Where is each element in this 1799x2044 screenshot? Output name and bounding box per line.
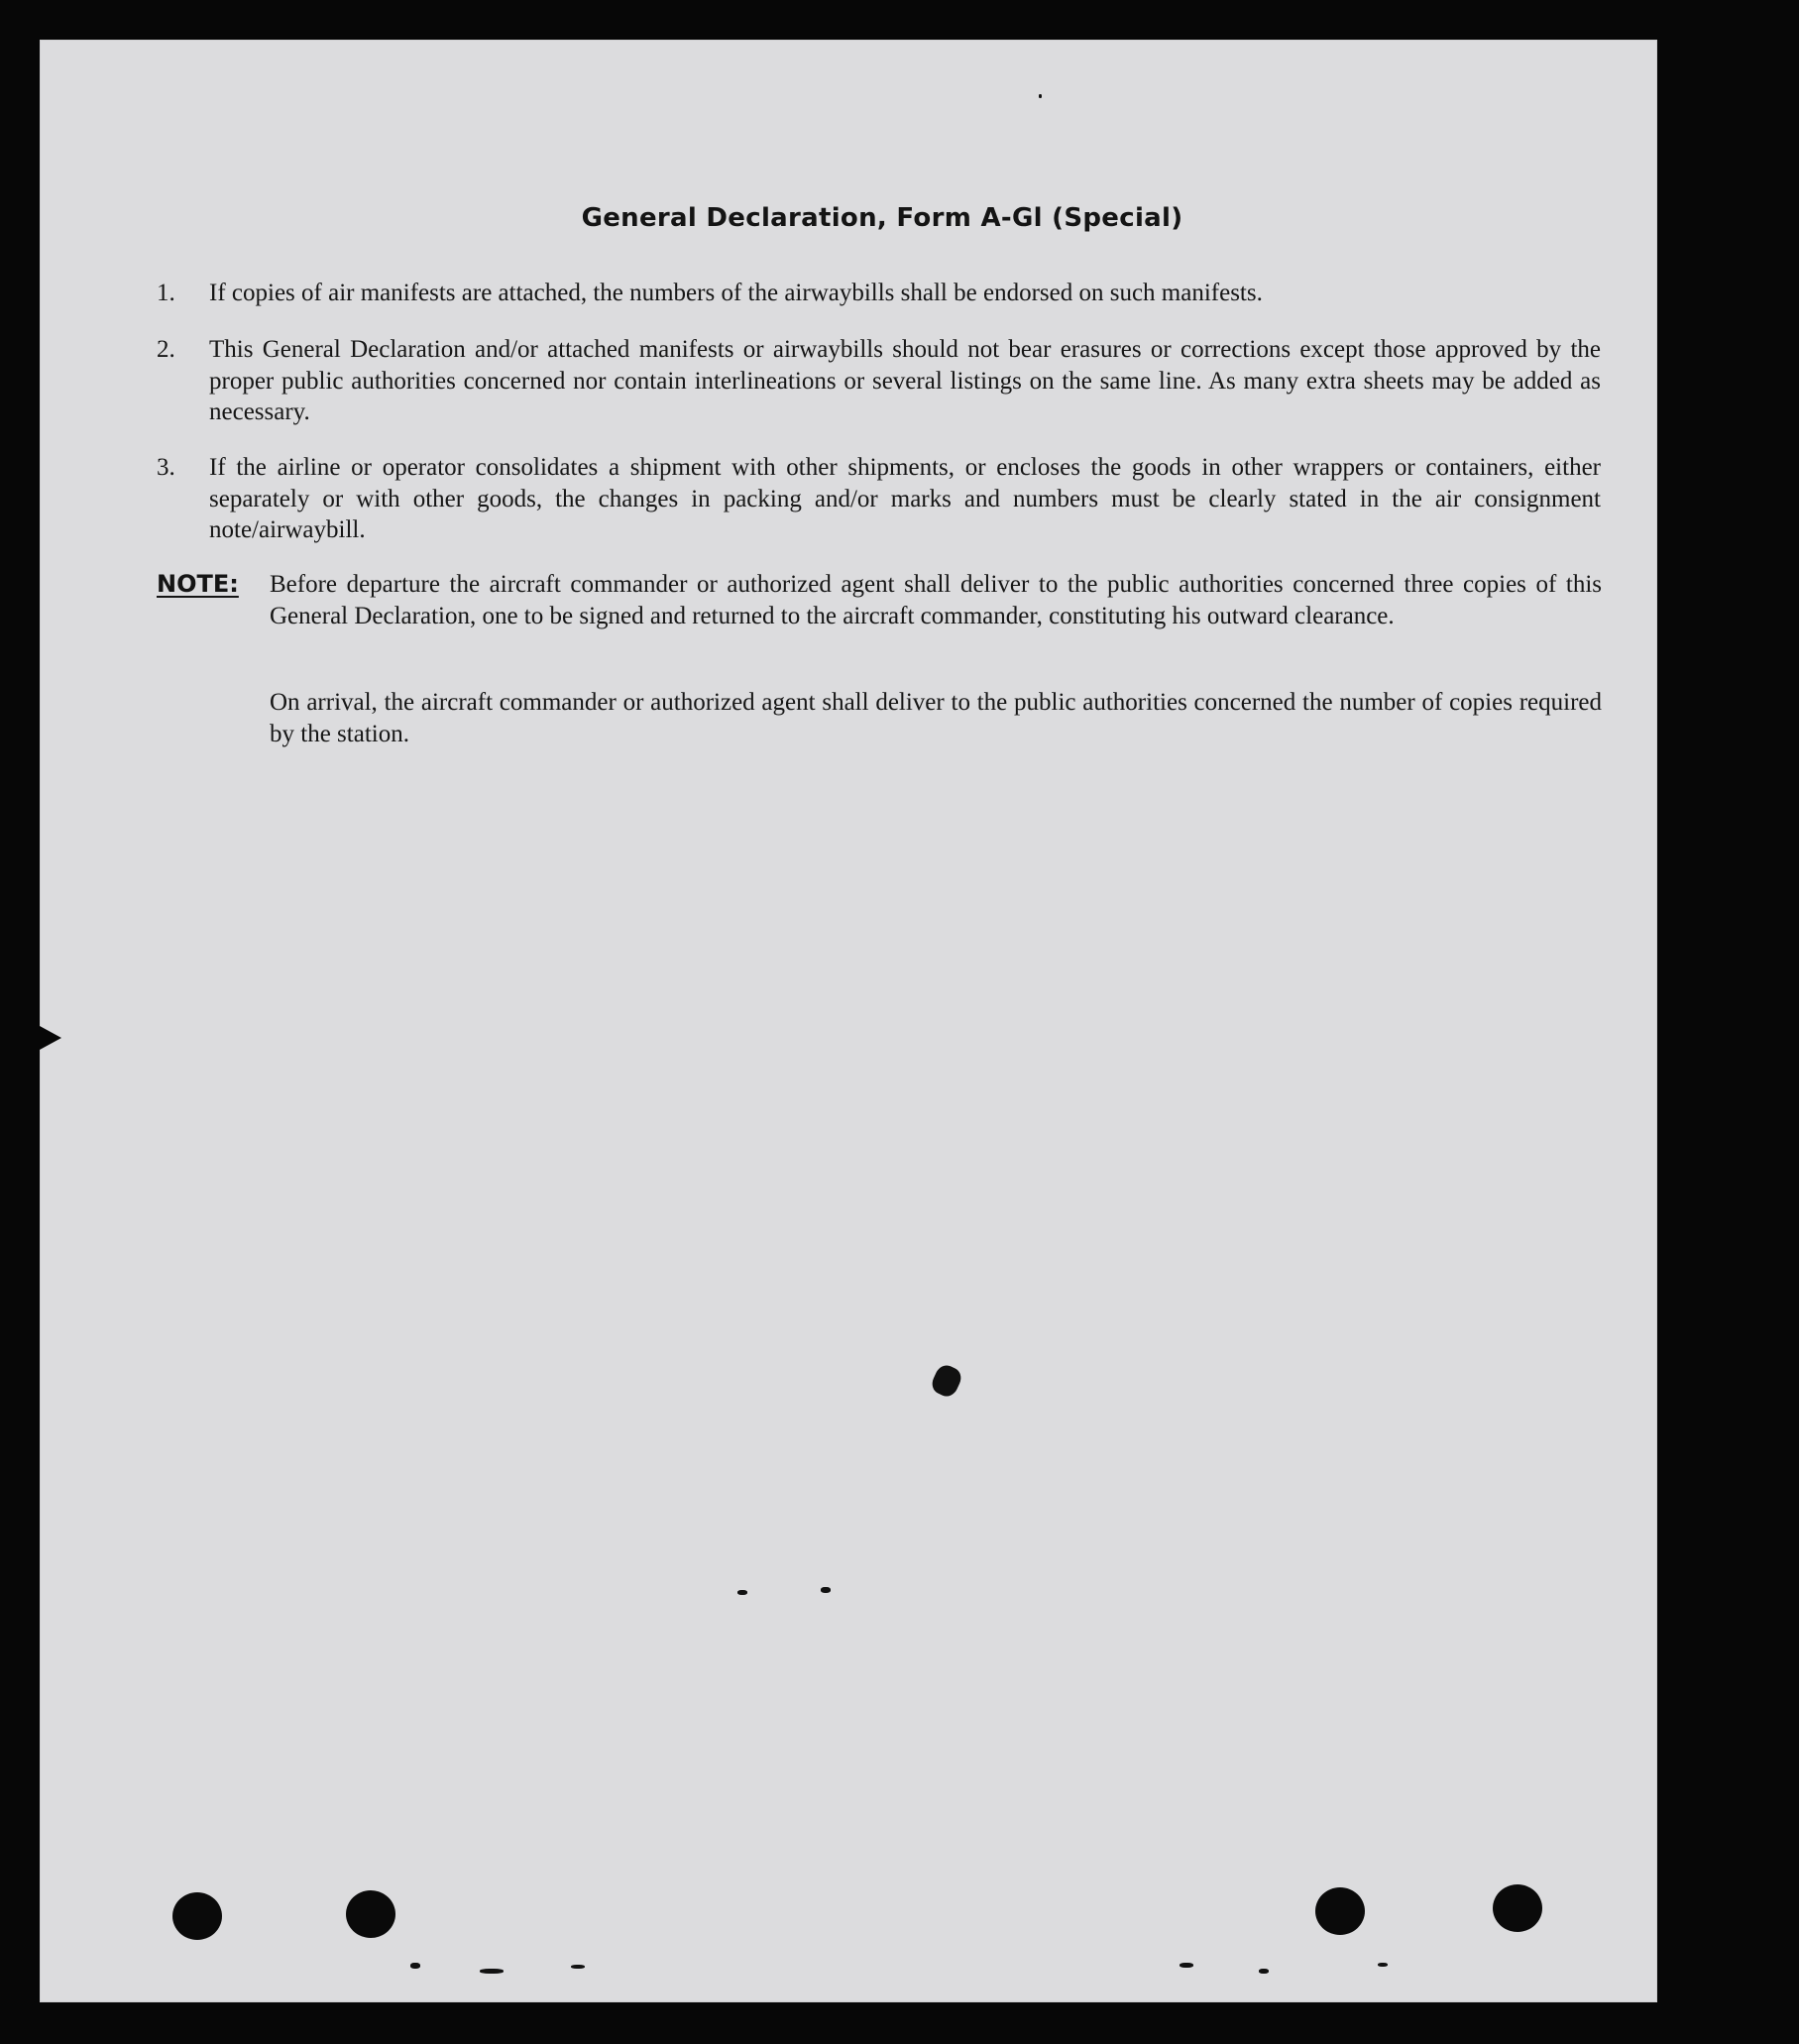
note-label: NOTE: [157,570,239,598]
item-text-2: This General Declaration and/or attached manifests or airwaybills should not bear erasures or corrections except those approved by the proper public authorities concerned nor contain interlineations or several listings on the same line. As many extra sheets may be added as necessary. [209,336,1601,425]
item-text-3: If the airline or operator consolidates a shipment with other shipments, or encloses the goods in other wrappers or containers, either separately or with other goods, the changes in packing and/or marks and numbers must be clearly stated in the air consignment note/airwaybill. [209,454,1601,543]
item-text-1: If copies of air manifests are attached, the numbers of the airwaybills shall be endorsed on such manifests. [209,280,1263,306]
note-paragraph-1: Before departure the aircraft commander or authorized agent shall deliver to the public authorities concerned three copies of this General Declaration, one to be signed and returned to the aircraft commander, constituting his outward clearance. [270,571,1602,629]
punch-hole-3 [1315,1887,1365,1935]
note-paragraph-2: On arrival, the aircraft commander or authorized agent shall deliver to the public authorities concerned the number of copies required by the station. [270,689,1602,747]
ink-speck [737,1590,747,1595]
ink-speck [571,1965,585,1969]
item-number-3: 3. [157,454,175,481]
punch-hole-1 [172,1892,222,1940]
ink-speck [480,1969,504,1974]
ink-speck [1378,1963,1388,1967]
document-title: General Declaration, Form A-Gl (Special) [581,203,1183,233]
ink-speck [410,1963,420,1969]
item-number-2: 2. [157,336,175,363]
ink-speck [1039,94,1042,98]
ink-speck [1180,1963,1193,1968]
ink-speck [1259,1969,1269,1974]
punch-hole-4 [1493,1884,1542,1932]
punch-hole-2 [346,1890,395,1938]
page-edge-notch [40,1026,61,1050]
item-number-1: 1. [157,280,175,306]
ink-speck [821,1587,831,1593]
